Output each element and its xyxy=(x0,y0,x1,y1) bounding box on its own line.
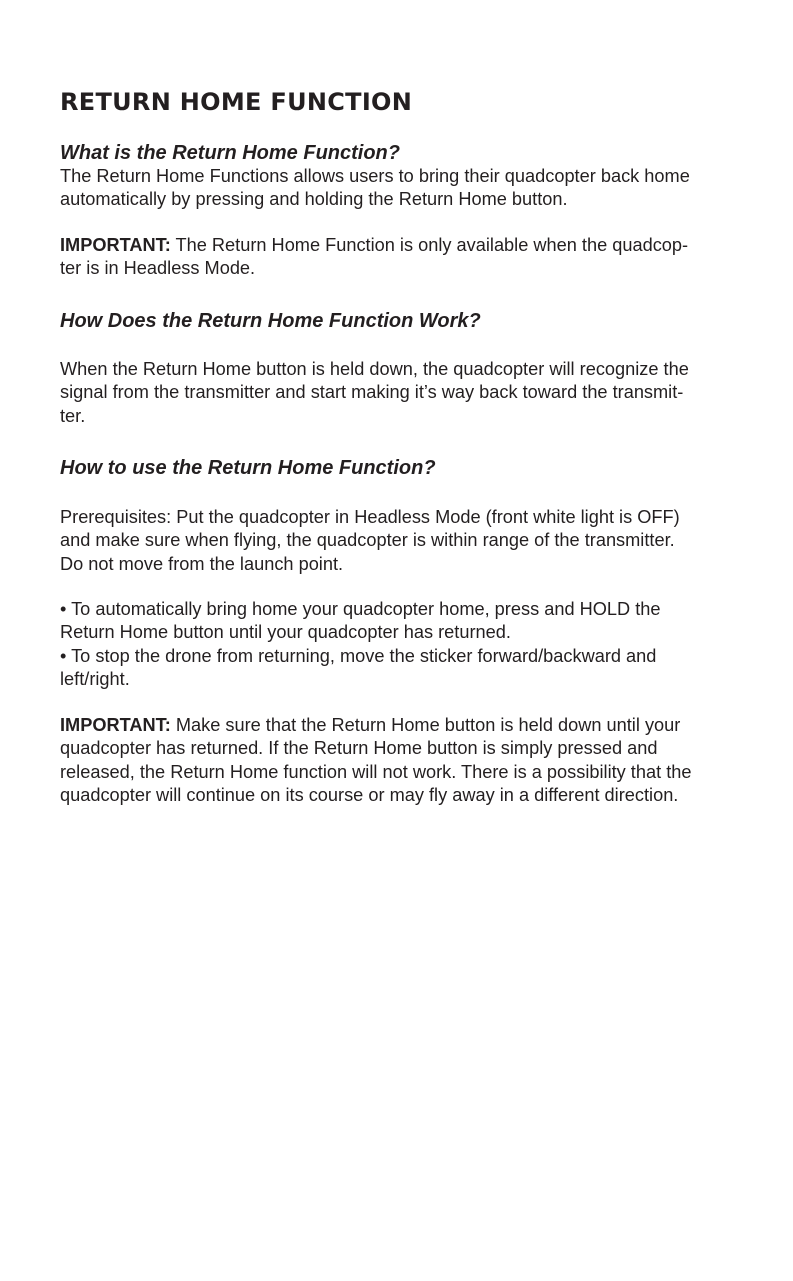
paragraph-line: released, the Return Home function will not work. There is a possibility that the xyxy=(60,761,692,782)
paragraph-line xyxy=(60,234,740,257)
paragraph-line: signal from the transmitter and start making it’s way back toward the transmit- xyxy=(60,382,684,403)
section-paragraph-what-is xyxy=(60,165,740,212)
bullet-line: • To automatically bring home your quadcopter home, press and HOLD the xyxy=(60,599,661,619)
bullet-line: left/right. xyxy=(60,668,130,689)
instruction-bullets xyxy=(60,598,740,691)
paragraph-line: quadcopter will continue on its course or may fly away in a different direction. xyxy=(60,784,679,805)
paragraph-line: The Return Home Functions allows users to bring their quadcopter back home xyxy=(60,166,690,186)
paragraph-line: quadcopter has returned. If the Return Home button is simply pressed and xyxy=(60,738,658,759)
important-text: The Return Home Function is only available when the quadcop- xyxy=(170,235,689,255)
important-text: Make sure that the Return Home button is held down until your xyxy=(170,715,681,735)
bullet-line: Return Home button until your quadcopter has returned. xyxy=(60,622,511,643)
paragraph-line xyxy=(60,714,740,737)
section-heading-what-is: What is the Return Home Function? xyxy=(60,142,400,164)
paragraph-line: automatically by pressing and holding the Return Home button. xyxy=(60,189,568,210)
prerequisites-paragraph xyxy=(60,506,740,576)
important-note-headless xyxy=(60,234,740,281)
important-label: IMPORTANT: xyxy=(60,715,171,735)
paragraph-line: Prerequisites: Put the quadcopter in Headless Mode (front white light is OFF) xyxy=(60,507,680,527)
important-label: IMPORTANT: xyxy=(60,235,171,255)
page-title: RETURN HOME FUNCTION xyxy=(60,88,413,116)
section-paragraph-how-does-it-work xyxy=(60,358,740,428)
section-heading-how-does-it-work: How Does the Return Home Function Work? xyxy=(60,310,481,332)
section-heading-how-to-use: How to use the Return Home Function? xyxy=(60,457,436,479)
paragraph-line: ter is in Headless Mode. xyxy=(60,258,256,279)
paragraph-line: When the Return Home button is held down, the quadcopter will recognize the xyxy=(60,359,689,379)
bullet-line: • To stop the drone from returning, move the sticker forward/backward and xyxy=(60,645,657,666)
paragraph-line: ter. xyxy=(60,405,86,426)
important-note-hold-button xyxy=(60,714,740,807)
paragraph-line: Do not move from the launch point. xyxy=(60,553,344,574)
paragraph-line: and make sure when flying, the quadcopter is within range of the transmitter. xyxy=(60,530,675,551)
